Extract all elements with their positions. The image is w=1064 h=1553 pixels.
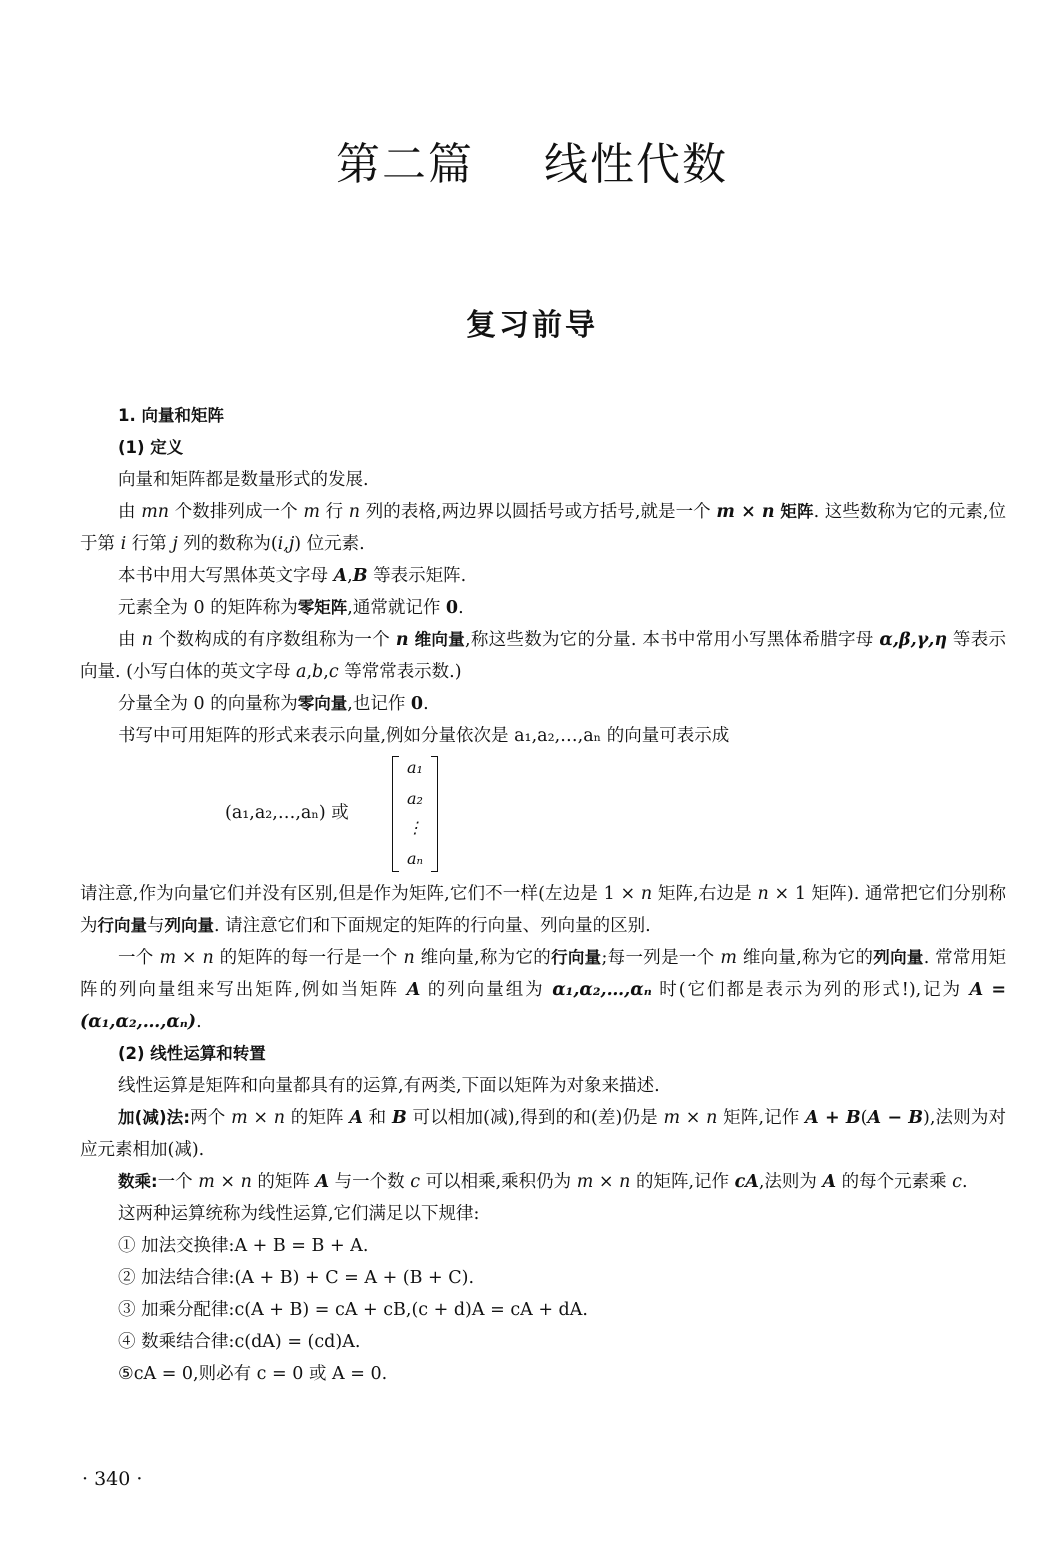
- subsection-heading-operations: (2) 线性运算和转置: [118, 1044, 266, 1063]
- paragraph-13: 这两种运算统称为线性运算,它们满足以下规律:: [118, 1204, 480, 1224]
- paragraph-2: 由 mn 个数排列成一个 m 行 n 列的表格,两边界以圆括号或方括号,就是一个 m × n 矩阵. 这些数称为它的元素,位于第 i 行第 j 列的数称为(i,j) 位元素.: [80, 502, 1007, 554]
- paragraph-12: 数乘:一个 m × n 的矩阵 A 与一个数 c 可以相乘,乘积仍为 m × n 的矩阵,记作 cA,法则为 A 的每个元素乘 c.: [118, 1172, 968, 1192]
- section-heading: 1. 向量和矩阵: [118, 406, 224, 425]
- paragraph-8: 请注意,作为向量它们并没有区别,但是作为矩阵,它们不一样(左边是 1 × n 矩阵,右边是 n × 1 矩阵). 通常把它们分别称为行向量与列向量. 请注意它们和下面规定的矩阵的行向量、列向量的区别.: [80, 884, 1006, 936]
- main-content: [80, 400, 1006, 1390]
- part-label: 第二篇: [336, 139, 474, 190]
- rule-5: ⑤cA = 0,则必有 c = 0 或 A = 0.: [118, 1364, 388, 1384]
- paragraph-4: 元素全为 0 的矩阵称为零矩阵,通常就记作 0.: [118, 598, 464, 618]
- column-entry-2: a₂: [407, 789, 423, 808]
- rule-3: ③ 加乘分配律:c(A + B) = cA + cB,(c + d)A = cA + dA.: [118, 1300, 588, 1320]
- chapter-title: 复习前导: [466, 308, 598, 343]
- column-entry-dots: ⋮: [407, 818, 423, 837]
- paragraph-7: 书写中可用矩阵的形式来表示向量,例如分量依次是 a₁,a₂,…,aₙ 的向量可表示成: [118, 726, 730, 746]
- paragraph-3: 本书中用大写黑体英文字母 A,B 等表示矩阵.: [118, 566, 467, 586]
- rule-2: ② 加法结合律:(A + B) + C = A + (B + C).: [118, 1268, 475, 1288]
- page-number: · 340 ·: [82, 1468, 143, 1490]
- vector-display: [80, 752, 1006, 878]
- paragraph-9: 一个 m × n 的矩阵的每一行是一个 n 维向量,称为它的行向量;每一列是一个 m 维向量,称为它的列向量. 常常用矩阵的列向量组来写出矩阵,例如当矩阵 A 的列向量组为 α₁,α₂,…,αₙ 时(它们都是表示为列的形式!),记为 A = (α₁,α₂,…,αₙ).: [80, 948, 1007, 1032]
- subsection-heading-definition: (1) 定义: [118, 438, 184, 457]
- paragraph-11: 加(减)法:两个 m × n 的矩阵 A 和 B 可以相加(减),得到的和(差)仍是 m × n 矩阵,记作 A + B(A − B),法则为对应元素相加(减).: [80, 1108, 1006, 1160]
- page-title: [0, 128, 1064, 192]
- paragraph-1: 向量和矩阵都是数量形式的发展.: [118, 470, 369, 490]
- column-entry-1: a₁: [407, 758, 423, 777]
- paragraph-10: 线性运算是矩阵和向量都具有的运算,有两类,下面以矩阵为对象来描述.: [118, 1076, 660, 1096]
- paragraph-6: 分量全为 0 的向量称为零向量,也记作 0.: [118, 694, 429, 714]
- column-vector-form: [392, 756, 438, 872]
- row-vector-form: (a₁,a₂,…,aₙ) 或: [225, 803, 349, 823]
- rule-1: ① 加法交换律:A + B = B + A.: [118, 1236, 369, 1256]
- part-title: 线性代数: [544, 139, 728, 190]
- paragraph-5: 由 n 个数构成的有序数组称为一个 n 维向量,称这些数为它的分量. 本书中常用小写黑体希腊字母 α,β,γ,η 等表示向量. (小写白体的英文字母 a,b,c 等常常表示数.): [80, 630, 1007, 682]
- column-entry-n: aₙ: [406, 849, 424, 868]
- rule-4: ④ 数乘结合律:c(dA) = (cd)A.: [118, 1332, 361, 1352]
